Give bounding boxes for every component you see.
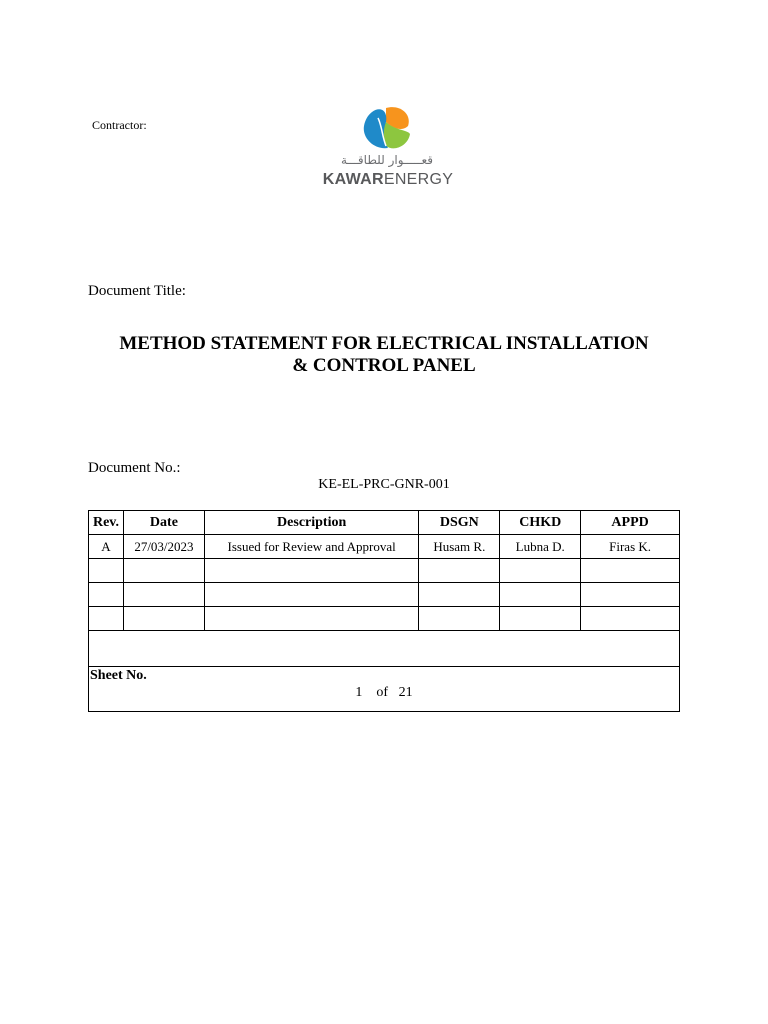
document-number: KE-EL-PRC-GNR-001 bbox=[318, 477, 450, 492]
table-row bbox=[89, 583, 680, 607]
cell-dsgn: Husam R. bbox=[419, 535, 500, 559]
sheet-number-label: Sheet No. bbox=[90, 668, 147, 683]
cell-appd bbox=[581, 583, 680, 607]
cell-description bbox=[204, 607, 419, 631]
cell-description bbox=[204, 583, 419, 607]
revision-table bbox=[88, 510, 680, 712]
table-spacer-row bbox=[89, 631, 680, 667]
sheet-of: of bbox=[376, 685, 389, 700]
cell-date bbox=[123, 559, 204, 583]
kawar-energy-logo-icon bbox=[316, 104, 458, 154]
cell-description bbox=[204, 559, 419, 583]
table-header-row bbox=[89, 511, 680, 535]
cell-appd bbox=[581, 607, 680, 631]
cell-rev bbox=[89, 607, 124, 631]
logo-wordmark: KAWARENERGY bbox=[322, 171, 454, 188]
header-rev: Rev. bbox=[89, 511, 124, 535]
table-row bbox=[89, 607, 680, 631]
cell-chkd bbox=[500, 583, 581, 607]
cell-chkd bbox=[500, 559, 581, 583]
cell-date bbox=[123, 583, 204, 607]
document-title-label: Document Title: bbox=[88, 283, 186, 299]
header-dsgn: DSGN bbox=[419, 511, 500, 535]
cell-date: 27/03/2023 bbox=[123, 535, 204, 559]
spacer-cell bbox=[89, 631, 680, 667]
document-title-line-2: & CONTROL PANEL bbox=[292, 355, 476, 376]
cell-date bbox=[123, 607, 204, 631]
cell-chkd bbox=[500, 607, 581, 631]
cell-appd bbox=[581, 559, 680, 583]
sheet-current: 1 bbox=[355, 685, 363, 700]
header-chkd: CHKD bbox=[500, 511, 581, 535]
logo-arabic-text: قعـــــوار للطاقـــة bbox=[340, 153, 434, 167]
document-number-label: Document No.: bbox=[88, 460, 181, 476]
sheet-row bbox=[89, 667, 680, 712]
document-title-line-1: METHOD STATEMENT FOR ELECTRICAL INSTALLATION bbox=[119, 333, 649, 354]
cell-description: Issued for Review and Approval bbox=[204, 535, 419, 559]
sheet-cell bbox=[89, 667, 680, 712]
header-description: Description bbox=[204, 511, 419, 535]
cell-dsgn bbox=[419, 559, 500, 583]
company-logo bbox=[316, 104, 458, 196]
document-title bbox=[80, 333, 688, 377]
cell-rev bbox=[89, 583, 124, 607]
sheet-total: 21 bbox=[398, 685, 413, 700]
cell-chkd: Lubna D. bbox=[500, 535, 581, 559]
header-date: Date bbox=[123, 511, 204, 535]
table-row bbox=[89, 535, 680, 559]
header-appd: APPD bbox=[581, 511, 680, 535]
cell-dsgn bbox=[419, 607, 500, 631]
contractor-label: Contractor: bbox=[92, 118, 147, 132]
cell-appd: Firas K. bbox=[581, 535, 680, 559]
sheet-count bbox=[89, 685, 679, 701]
cell-rev bbox=[89, 559, 124, 583]
cell-rev: A bbox=[89, 535, 124, 559]
cell-dsgn bbox=[419, 583, 500, 607]
table-row bbox=[89, 559, 680, 583]
